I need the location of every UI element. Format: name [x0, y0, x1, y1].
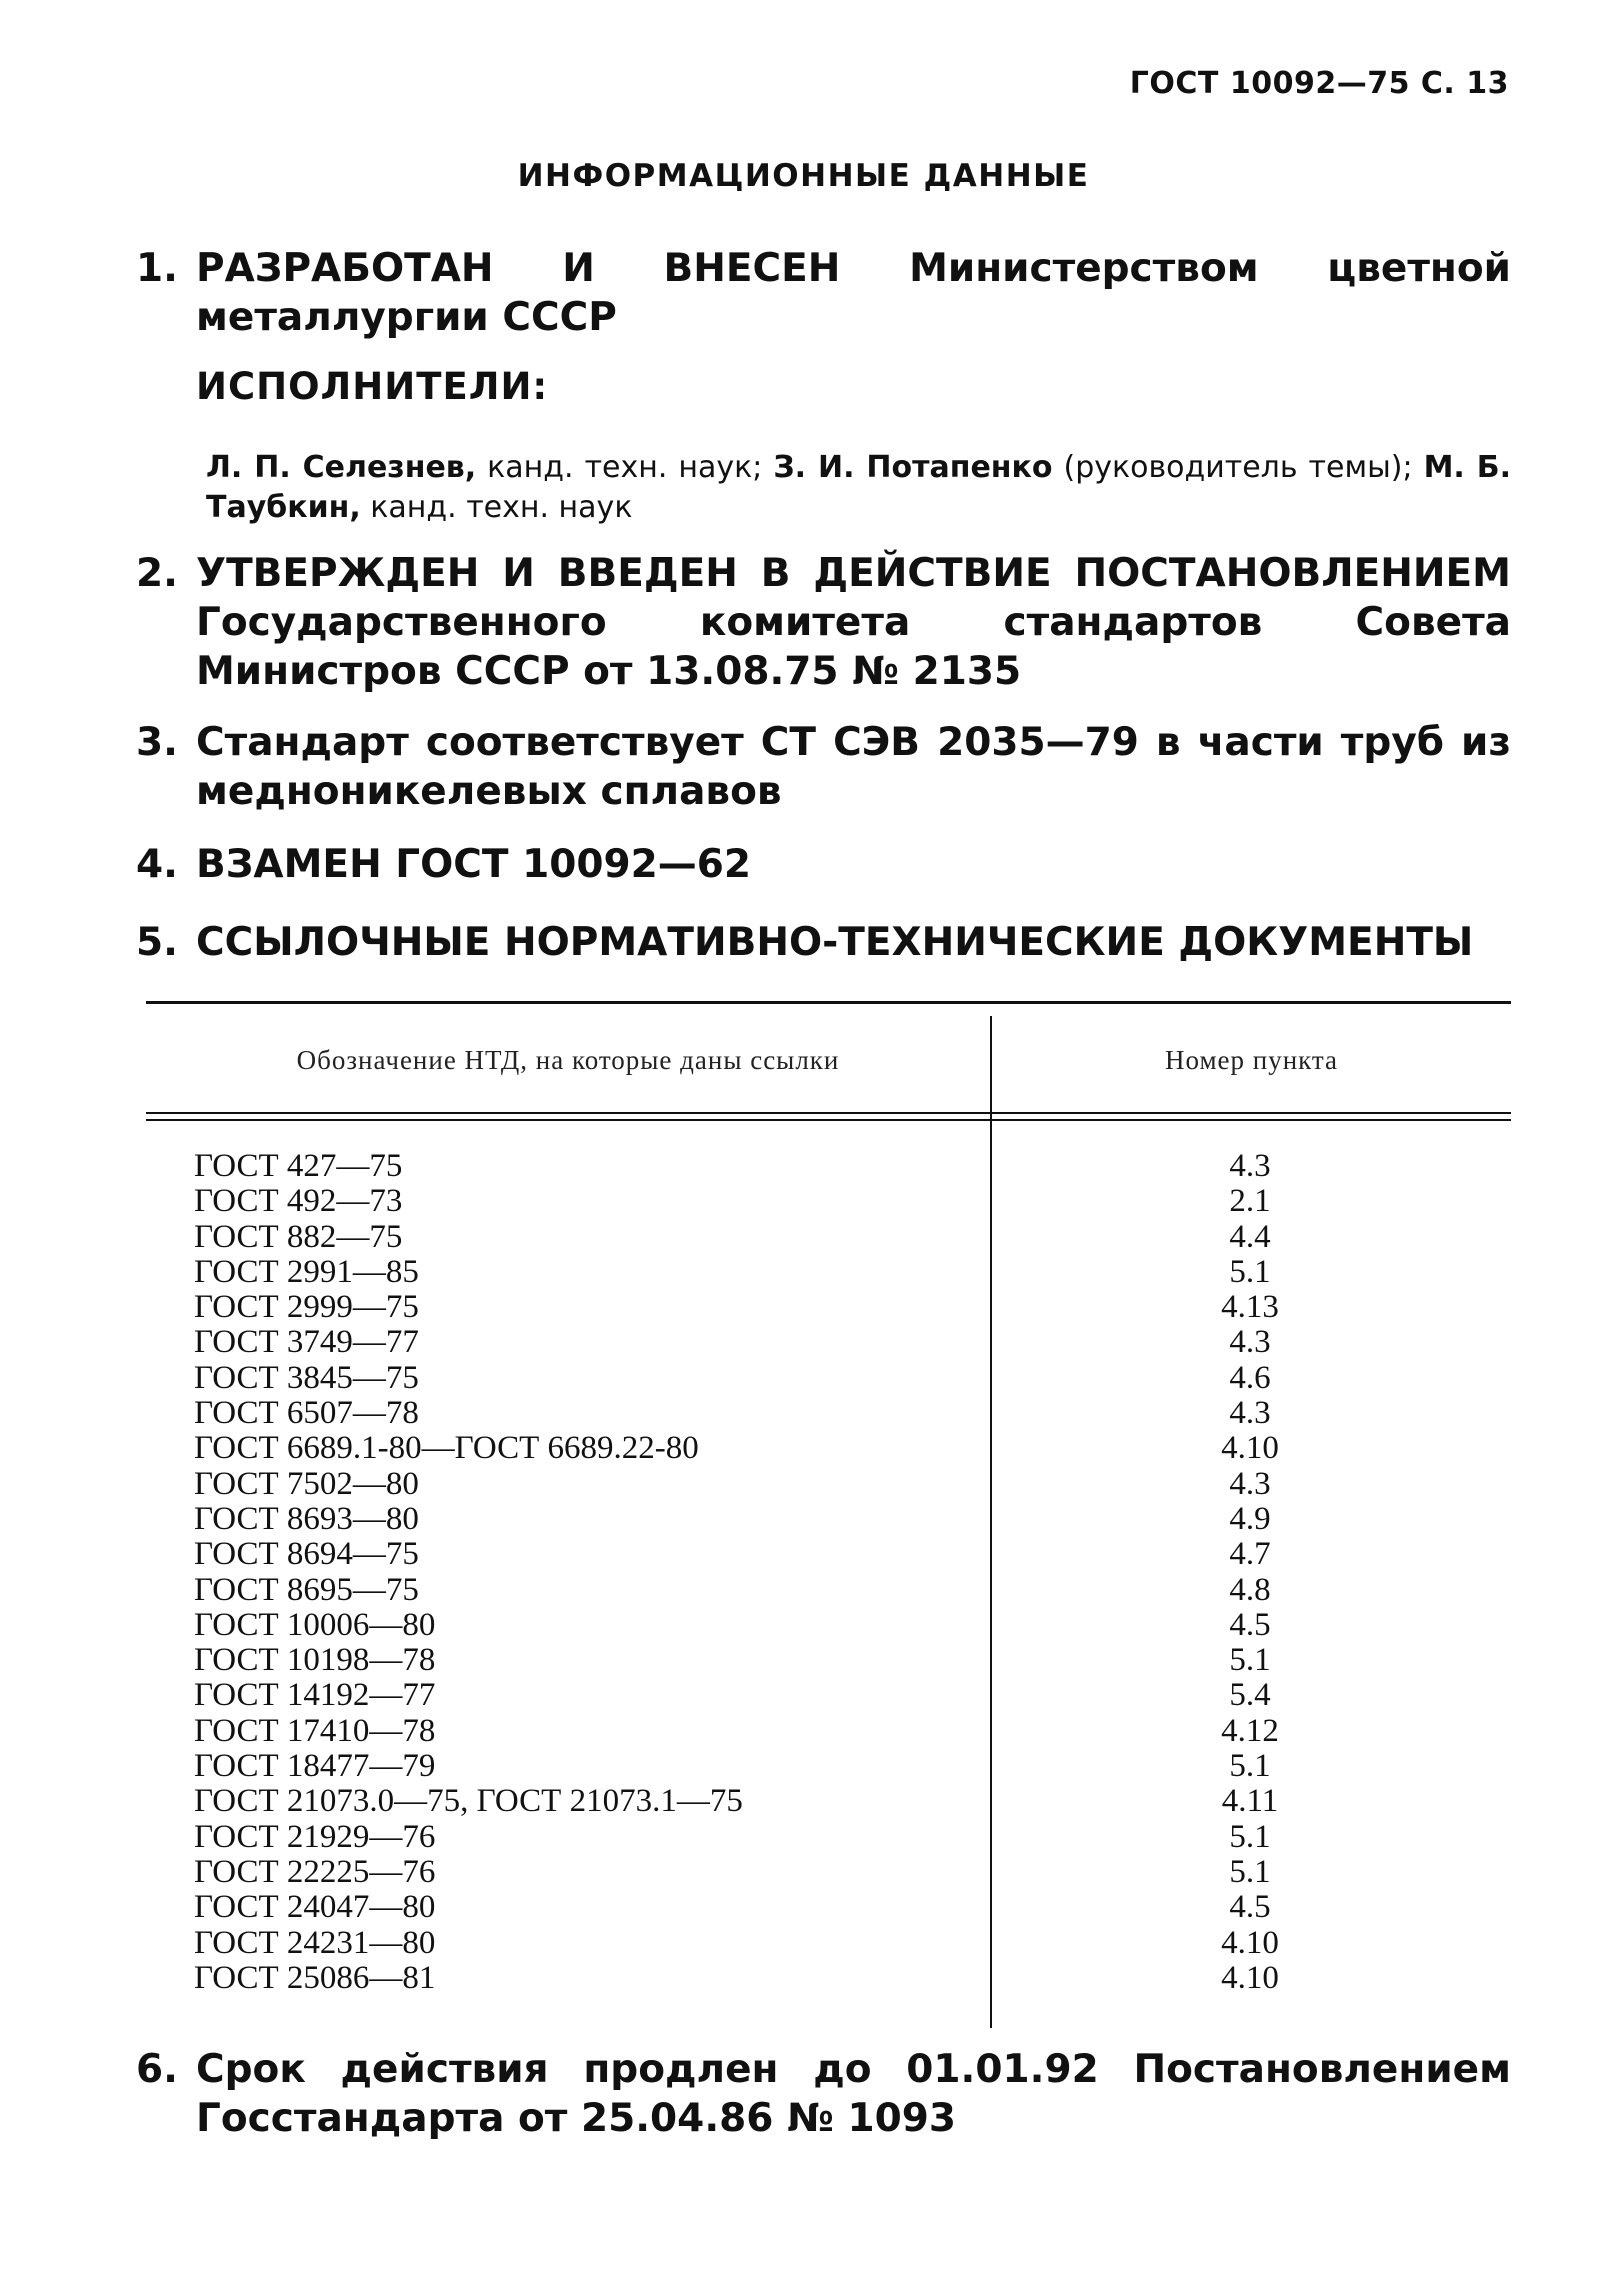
table-cell-designation: ГОСТ 10198—78: [194, 1642, 436, 1679]
document-title: ИНФОРМАЦИОННЫЕ ДАННЫЕ: [517, 158, 1090, 194]
table-cell-designation: ГОСТ 21929—76: [194, 1818, 436, 1855]
table-cell-clause: 5.1: [1229, 1642, 1271, 1679]
table-cell-designation: ГОСТ 7502—80: [194, 1465, 419, 1502]
table-cell-designation: ГОСТ 2999—75: [194, 1289, 419, 1326]
table-cell-clause: 4.7: [1229, 1536, 1271, 1573]
performer-name: М. Б. Таубкин,: [206, 450, 1511, 525]
item-3: [136, 718, 1511, 816]
table-cell-clause: 4.10: [1221, 1430, 1279, 1467]
performer-name: З. И. Потапенко: [773, 450, 1053, 485]
table-cell-designation: ГОСТ 24047—80: [194, 1889, 436, 1926]
table-cell-designation: ГОСТ 8695—75: [194, 1571, 419, 1608]
table-cell-clause: 2.1: [1229, 1183, 1271, 1220]
table-cell-designation: ГОСТ 25086—81: [194, 1959, 436, 1996]
table-cell-clause: 4.13: [1221, 1289, 1279, 1326]
table-cell-clause: 5.1: [1229, 1818, 1271, 1855]
table-cell-clause: 4.3: [1229, 1324, 1271, 1361]
table-cell-clause: 4.4: [1229, 1218, 1271, 1255]
table-cell-clause: 4.5: [1229, 1606, 1271, 1643]
performers-list: [206, 448, 1511, 528]
performer-name: Л. П. Селезнев,: [206, 450, 477, 485]
item-text: ВЗАМЕН ГОСТ 10092—62: [196, 842, 752, 887]
table-column-divider: [990, 1016, 992, 2028]
table-top-rule: [146, 1001, 1511, 1004]
item-6: [136, 2045, 1511, 2143]
table-cell-clause: 4.5: [1229, 1889, 1271, 1926]
table-cell-clause: 4.11: [1221, 1783, 1279, 1820]
table-cell-designation: ГОСТ 14192—77: [194, 1677, 436, 1714]
table-cell-clause: 4.12: [1221, 1712, 1279, 1749]
item-text: РАЗРАБОТАН И ВНЕСЕН Министерством цветной металлургии СССР: [196, 246, 1511, 340]
performer-title: (руководитель темы);: [1052, 450, 1424, 485]
table-cell-designation: ГОСТ 21073.0—75, ГОСТ 21073.1—75: [194, 1783, 743, 1820]
table-cell-designation: ГОСТ 3749—77: [194, 1324, 419, 1361]
item-number: 4.: [136, 842, 178, 887]
item-4: [136, 840, 1511, 889]
table-cell-clause: 4.10: [1221, 1924, 1279, 1961]
table-cell-designation: ГОСТ 3845—75: [194, 1359, 419, 1396]
table-cell-clause: 4.3: [1229, 1395, 1271, 1432]
table-cell-clause: 4.9: [1229, 1500, 1271, 1537]
table-cell-designation: ГОСТ 6689.1-80—ГОСТ 6689.22-80: [194, 1430, 699, 1467]
performer-title: канд. техн. наук;: [476, 450, 774, 485]
table-header-designation: Обозначение НТД, на которые даны ссылки: [296, 1045, 840, 1075]
item-number: 1.: [136, 246, 178, 291]
performer-title: канд. техн. наук: [360, 490, 633, 525]
table-cell-designation: ГОСТ 427—75: [194, 1148, 403, 1184]
table-cell-designation: ГОСТ 24231—80: [194, 1924, 436, 1961]
page-header: ГОСТ 10092—75 С. 13: [1129, 66, 1509, 101]
table-cell-clause: 5.4: [1229, 1677, 1271, 1714]
item-number: 6.: [136, 2047, 178, 2092]
table-cell-designation: ГОСТ 882—75: [194, 1218, 403, 1255]
table-cell-clause: 4.3: [1229, 1148, 1271, 1184]
item-2: [136, 549, 1511, 696]
table-cell-designation: ГОСТ 8694—75: [194, 1536, 419, 1573]
table-cell-designation: ГОСТ 17410—78: [194, 1712, 436, 1749]
performers-heading: ИСПОЛНИТЕЛИ:: [196, 365, 549, 408]
table-cell-designation: ГОСТ 492—73: [194, 1183, 403, 1220]
table-clause-column: [1100, 1149, 1400, 1996]
table-cell-designation: ГОСТ 18477—79: [194, 1748, 436, 1785]
table-cell-designation: ГОСТ 8693—80: [194, 1500, 419, 1537]
table-header-clause: Номер пункта: [1164, 1045, 1339, 1075]
table-designation-column: [194, 1149, 743, 1996]
table-header-rule: [146, 1119, 1511, 1121]
table-cell-clause: 5.1: [1229, 1253, 1271, 1290]
table-cell-clause: 4.8: [1229, 1571, 1271, 1608]
item-number: 3.: [136, 720, 178, 765]
table-cell-designation: ГОСТ 10006—80: [194, 1606, 436, 1643]
table-header-rule: [146, 1112, 1511, 1114]
table-cell-clause: 5.1: [1229, 1853, 1271, 1890]
item-1: [136, 244, 1511, 342]
table-cell-designation: ГОСТ 22225—76: [194, 1853, 436, 1890]
item-text: ССЫЛОЧНЫЕ НОРМАТИВНО-ТЕХНИЧЕСКИЕ ДОКУМЕНТЫ: [196, 920, 1474, 965]
item-5: [136, 918, 1511, 967]
item-text: Срок действия продлен до 01.01.92 Постановлением Госстандарта от 25.04.86 № 1093: [196, 2047, 1511, 2141]
table-cell-designation: ГОСТ 6507—78: [194, 1395, 419, 1432]
table-cell-clause: 5.1: [1229, 1748, 1271, 1785]
item-text: Стандарт соответствует СТ СЭВ 2035—79 в части труб из медноникелевых сплавов: [196, 720, 1511, 814]
table-cell-clause: 4.10: [1221, 1959, 1279, 1996]
table-cell-clause: 4.6: [1229, 1359, 1271, 1396]
table-cell-designation: ГОСТ 2991—85: [194, 1253, 419, 1290]
table-cell-clause: 4.3: [1229, 1465, 1271, 1502]
item-text: УТВЕРЖДЕН И ВВЕДЕН В ДЕЙСТВИЕ ПОСТАНОВЛЕНИЕМ Государственного комитета стандартов Совета Министров СССР от 13.08.75 № 2135: [196, 551, 1511, 694]
item-number: 5.: [136, 920, 178, 965]
item-number: 2.: [136, 551, 178, 596]
